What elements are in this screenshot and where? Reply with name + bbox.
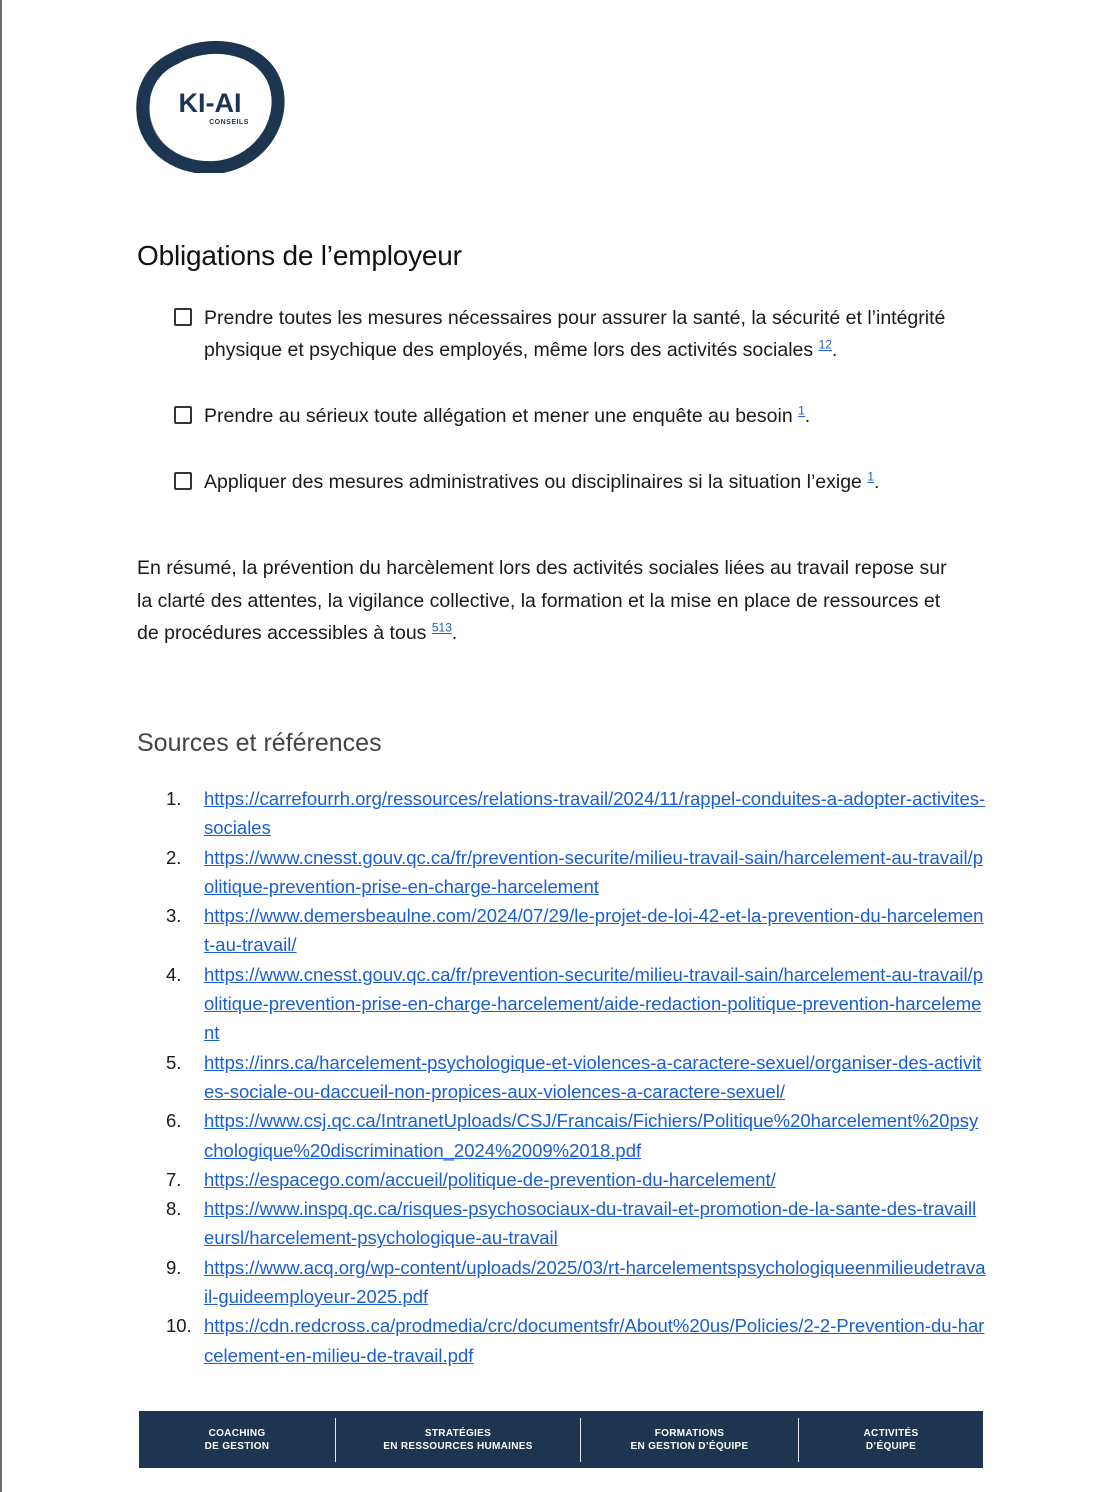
source-item bbox=[166, 1311, 986, 1370]
footer-line: D’ÉQUIPE bbox=[865, 1440, 917, 1452]
checklist-item-text: Prendre au sérieux toute allégation et mener une enquête au besoin bbox=[204, 405, 793, 427]
footer-item-coaching[interactable] bbox=[139, 1418, 335, 1462]
checklist-item bbox=[173, 466, 973, 498]
source-item bbox=[166, 1165, 986, 1194]
footer-line: DE GESTION bbox=[204, 1440, 270, 1452]
summary-paragraph bbox=[137, 552, 967, 650]
source-item bbox=[166, 843, 986, 902]
punctuation: . bbox=[874, 471, 880, 493]
source-number: 7. bbox=[166, 1168, 182, 1190]
checkbox[interactable] bbox=[174, 472, 192, 490]
source-number: 9. bbox=[166, 1256, 182, 1278]
source-link[interactable]: https://cdn.redcross.ca/prodmedia/crc/documentsfr/About%20us/Policies/2-2-Prevention-du-harcelement-en-milieu-de-travail.pdf bbox=[204, 1315, 985, 1366]
source-link[interactable]: https://www.acq.org/wp-content/uploads/2025/03/rt-harcelementspsychologiqueenmilieudetravail-guideemployeur-2025.pdf bbox=[204, 1256, 986, 1308]
footer-line: COACHING bbox=[208, 1427, 266, 1439]
checklist-item-text: Appliquer des mesures administratives ou disciplinaires si la situation l’exige bbox=[204, 471, 862, 493]
footnote-link[interactable]: 1 bbox=[798, 403, 805, 418]
checklist-item bbox=[173, 400, 973, 432]
punctuation: . bbox=[451, 622, 458, 644]
footer-banner bbox=[139, 1411, 983, 1468]
sources-list bbox=[166, 784, 986, 1370]
source-number: 2. bbox=[166, 846, 182, 868]
punctuation: . bbox=[804, 405, 811, 427]
source-link[interactable]: https://www.cnesst.gouv.qc.ca/fr/prevention-securite/milieu-travail-sain/harcelement-au-travail/politique-prevention-prise-en-charge-harcelement/aide-redaction-politique-prevention-harcelement bbox=[204, 963, 984, 1044]
punctuation: . bbox=[831, 339, 838, 361]
source-item bbox=[166, 901, 986, 960]
source-number: 10. bbox=[166, 1315, 192, 1337]
source-link[interactable]: https://www.demersbeaulne.com/2024/07/29/le-projet-de-loi-42-et-la-prevention-du-harcelement-au-travail/ bbox=[204, 905, 984, 956]
source-item bbox=[166, 1194, 986, 1253]
page-edge bbox=[0, 0, 2, 1492]
checkbox[interactable] bbox=[174, 406, 192, 424]
footer-item-strategies[interactable] bbox=[336, 1418, 580, 1462]
source-link[interactable]: https://carrefourrh.org/ressources/relations-travail/2024/11/rappel-conduites-a-adopter-activites-sociales bbox=[204, 788, 986, 839]
checklist-item bbox=[173, 302, 973, 366]
source-item bbox=[166, 1253, 986, 1312]
source-number: 1. bbox=[166, 788, 182, 809]
footer-line: EN GESTION D’ÉQUIPE bbox=[630, 1440, 749, 1452]
source-number: 3. bbox=[166, 905, 182, 927]
logo-sub: CONSEILS bbox=[209, 119, 249, 126]
logo-name: KI-AI bbox=[178, 88, 242, 118]
footer-line: STRATÉGIES bbox=[424, 1427, 492, 1439]
source-number: 4. bbox=[166, 963, 182, 985]
footer-line: FORMATIONS bbox=[654, 1427, 725, 1439]
source-item bbox=[166, 1048, 986, 1107]
source-number: 8. bbox=[166, 1198, 182, 1220]
source-number: 6. bbox=[166, 1110, 182, 1132]
source-link[interactable]: https://www.cnesst.gouv.qc.ca/fr/prevention-securite/milieu-travail-sain/harcelement-au-travail/politique-prevention-prise-en-charge-harcelement bbox=[204, 846, 984, 897]
footer-line: ACTIVITÉS bbox=[863, 1427, 919, 1439]
source-number: 5. bbox=[166, 1051, 182, 1073]
source-item bbox=[166, 1106, 986, 1165]
source-link[interactable]: https://www.inspq.qc.ca/risques-psychosociaux-du-travail-et-promotion-de-la-sante-des-travailleursl/harcelement-psychologique-au-travail bbox=[204, 1198, 977, 1249]
footnote-link[interactable]: 1 bbox=[867, 469, 875, 484]
footer-item-activites[interactable] bbox=[799, 1418, 983, 1462]
footnote-link[interactable]: 513 bbox=[431, 620, 452, 635]
checklist-item-text: Prendre toutes les mesures nécessaires pour assurer la santé, la sécurité et l’intégrité physique et psychique des employés, même lors des activités sociales bbox=[204, 307, 946, 361]
sources-title: Sources et références bbox=[137, 729, 382, 757]
summary-text: En résumé, la prévention du harcèlement lors des activités sociales liées au travail repose sur la clarté des attentes, la vigilance collective, la formation et la mise en place de ressources et de procédures accessibles à tous bbox=[137, 557, 947, 644]
checkbox[interactable] bbox=[174, 308, 192, 326]
footer-item-formations[interactable] bbox=[581, 1418, 798, 1462]
source-link[interactable]: https://inrs.ca/harcelement-psychologique-et-violences-a-caractere-sexuel/organiser-des-activites-sociale-ou-daccueil-non-propices-aux-violences-a-caractere-sexuel/ bbox=[204, 1051, 982, 1102]
section-title: Obligations de l’employeur bbox=[137, 240, 462, 271]
footnote-link[interactable]: 12 bbox=[818, 337, 832, 352]
source-item bbox=[166, 784, 986, 843]
obligations-checklist bbox=[173, 302, 973, 532]
source-link[interactable]: https://www.csj.qc.ca/IntranetUploads/CSJ/Francais/Fichiers/Politique%20harcelement%20psychologique%20discrimination_2024%2009%2018.pdf bbox=[204, 1110, 979, 1161]
footer-line: EN RESSOURCES HUMAINES bbox=[383, 1440, 533, 1452]
source-item bbox=[166, 960, 986, 1048]
source-link[interactable]: https://espacego.com/accueil/politique-de-prevention-du-harcelement/ bbox=[204, 1168, 776, 1190]
ki-ai-logo bbox=[135, 38, 285, 173]
